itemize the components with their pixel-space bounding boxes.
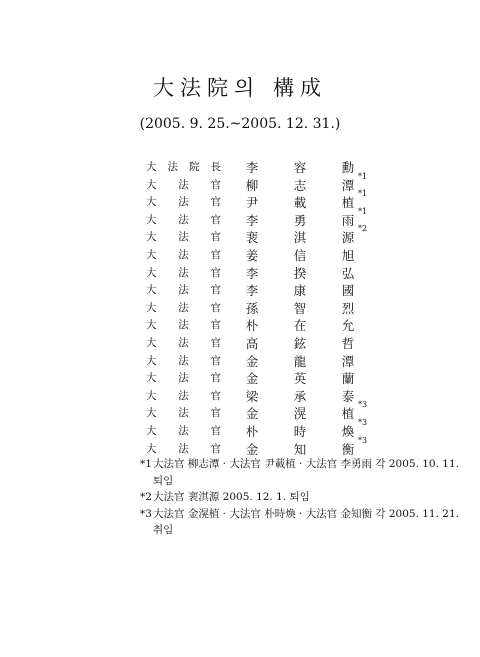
justice-name: 朴 在 允 <box>245 318 355 334</box>
position-title: 大 法 官 <box>146 372 221 385</box>
position-title: 大 法 官 <box>146 336 221 349</box>
justice-name: 金 知 衡 <box>245 441 355 457</box>
position-title: 大 法 官 <box>146 389 221 402</box>
position-title: 大 法 官 <box>146 301 221 314</box>
position-title: 大 法 官 <box>146 354 221 367</box>
page-title: 大法院의 構成 <box>153 76 327 100</box>
footnote-marker: *1 <box>140 458 152 470</box>
footnote-mark: *3 <box>358 417 368 427</box>
position-title: 大 法 官 <box>146 196 221 209</box>
footnote-marker: *2 <box>140 491 152 503</box>
justice-name: 高 鉉 哲 <box>245 335 355 351</box>
footnote <box>140 506 470 539</box>
position-title: 大 法 官 <box>146 407 221 420</box>
footnote-mark: *3 <box>358 435 368 445</box>
footnote-mark: *1 <box>358 189 368 199</box>
justice-name: 梁 承 泰 <box>245 388 355 404</box>
justice-name: 孫 智 烈 <box>245 300 355 316</box>
justice-name: 金 英 蘭 <box>245 371 355 387</box>
position-title: 大 法 官 <box>146 266 221 279</box>
term-period: (2005. 9. 25.~2005. 12. 31.) <box>139 116 341 132</box>
footnote <box>140 456 470 489</box>
justice-name: 李 勇 雨 <box>245 212 355 228</box>
justice-name: 李 容 勳 <box>245 160 355 175</box>
justice-name: 尹 載 植 <box>245 195 355 211</box>
position-title: 大 法 官 <box>146 424 221 437</box>
footnote-mark: *3 <box>358 400 368 410</box>
justice-name: 柳 志 潭 <box>245 177 355 193</box>
footnote-mark: *2 <box>358 224 368 234</box>
position-title: 大 法 官 <box>146 213 221 226</box>
justice-name: 金 龍 潭 <box>245 353 355 369</box>
justice-name: 金 滉 植 <box>245 406 355 422</box>
footnote-text: 大法官 裵淇源 2005. 12. 1. 퇴임 <box>153 491 310 503</box>
position-title: 大 法 官 <box>146 231 221 244</box>
position-title: 大 法 官 <box>146 442 221 455</box>
justice-name: 朴 時 煥 <box>245 423 355 439</box>
position-title: 大 法 官 <box>146 178 221 191</box>
footnote-text: 大法官 柳志潭 · 大法官 尹載植 · 大法官 李勇雨 각 2005. 10. 11. 퇴임 <box>153 458 459 487</box>
position-title: 大 法 官 <box>146 248 221 261</box>
justice-name: 裵 淇 源 <box>245 230 355 246</box>
justice-name: 李 康 國 <box>245 283 355 299</box>
footnote-mark: *1 <box>358 206 368 216</box>
position-title: 大 法 院 長 <box>146 161 221 173</box>
footnote-mark: *1 <box>358 171 368 181</box>
position-title: 大 法 官 <box>146 319 221 332</box>
justice-name: 姜 信 旭 <box>245 247 355 263</box>
footnote <box>140 489 470 506</box>
footnotes <box>140 456 470 539</box>
footnote-text: 大法官 金滉植 · 大法官 朴時煥 · 大法官 金知衡 각 2005. 11. 21. 취임 <box>153 507 459 536</box>
justice-name: 李 揆 弘 <box>245 265 355 281</box>
footnote-marker: *3 <box>140 507 152 520</box>
position-title: 大 法 官 <box>146 284 221 297</box>
